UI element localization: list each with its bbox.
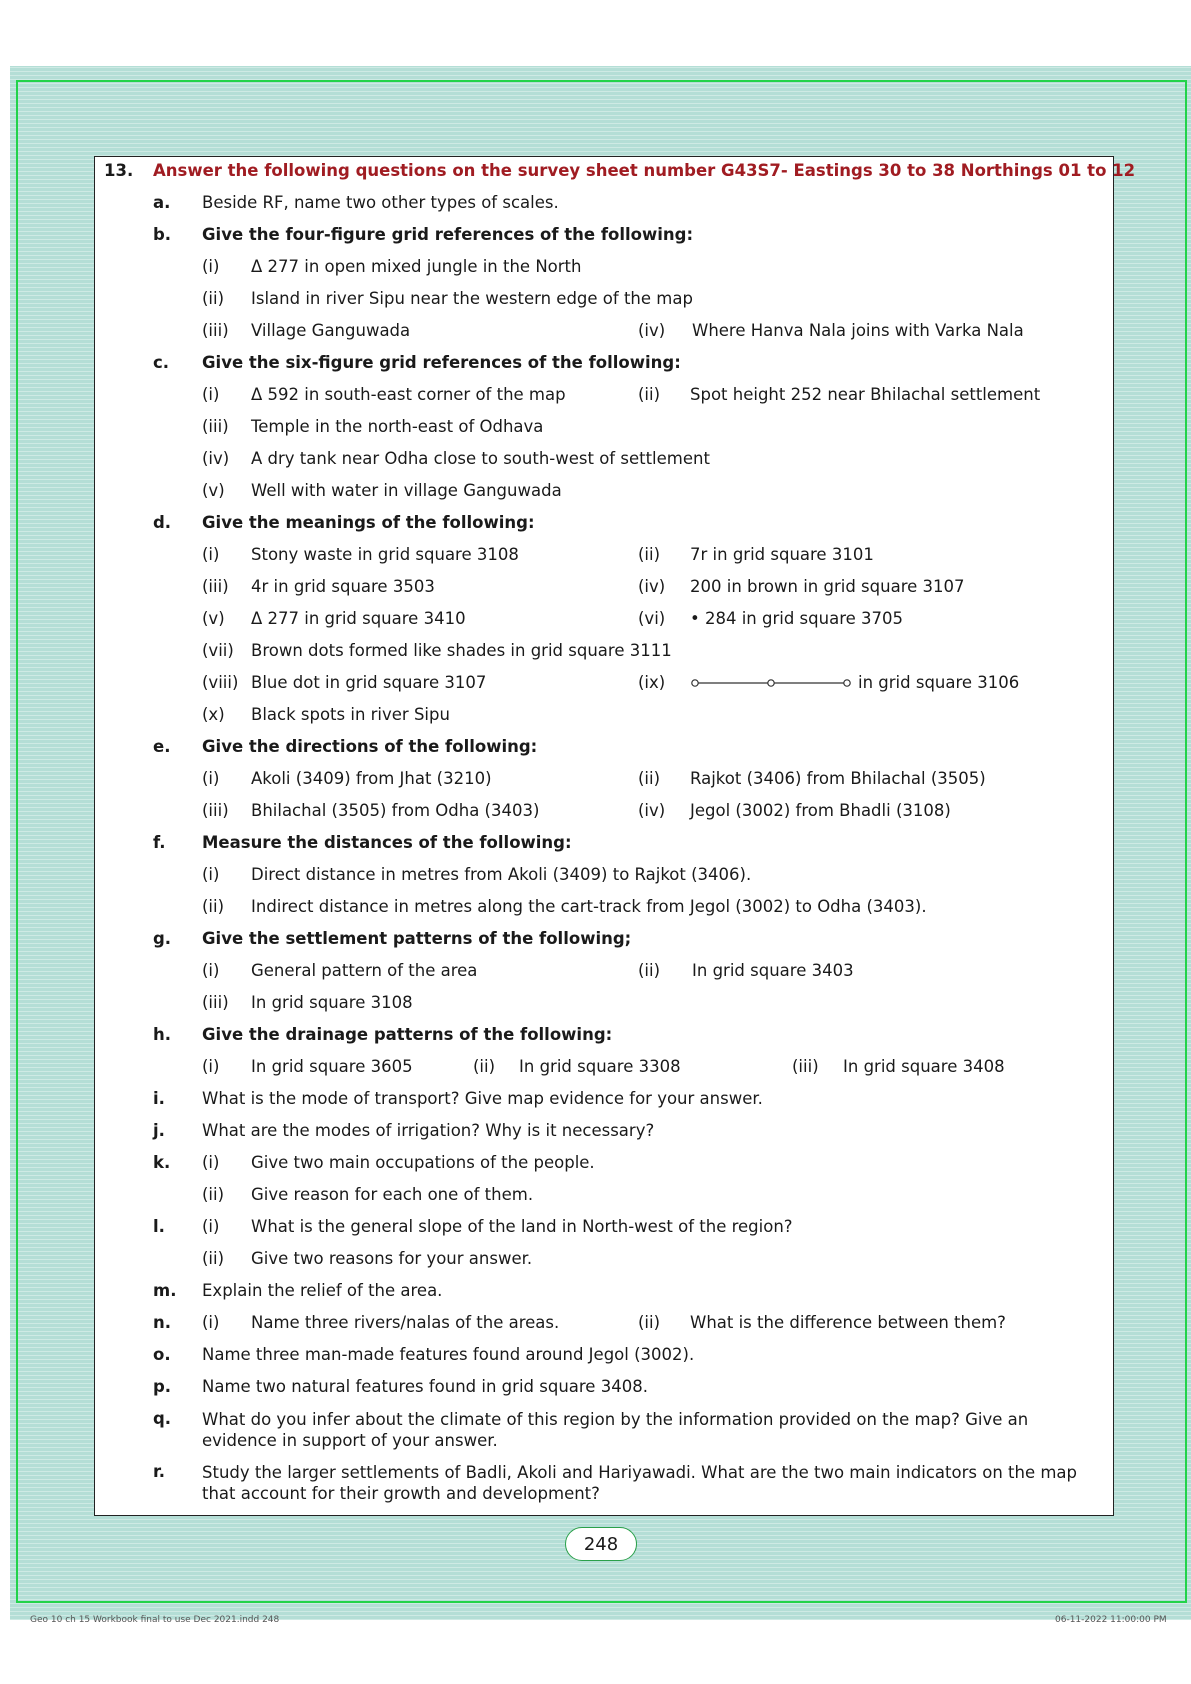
sub-num: (iv) xyxy=(638,321,666,340)
sub-text: in grid square 3106 xyxy=(858,673,1020,692)
sub-text: Stony waste in grid square 3108 xyxy=(251,545,519,564)
item-heading: Measure the distances of the following: xyxy=(202,833,572,852)
item-letter: f. xyxy=(153,833,166,852)
sub-text: Give two main occupations of the people. xyxy=(251,1153,595,1172)
sub-num: (i) xyxy=(202,865,220,884)
sub-text: Rajkot (3406) from Bhilachal (3505) xyxy=(690,769,986,788)
sub-num: (iii) xyxy=(202,577,229,596)
item-letter: b. xyxy=(153,225,172,244)
item-heading: Give the drainage patterns of the following: xyxy=(202,1025,613,1044)
item-letter: c. xyxy=(153,353,170,372)
sub-num: (iii) xyxy=(202,417,229,436)
item-heading: Give the six-figure grid references of the following: xyxy=(202,353,681,372)
sub-text: 200 in brown in grid square 3107 xyxy=(690,577,965,596)
sub-text: Direct distance in metres from Akoli (3409) to Rajkot (3406). xyxy=(251,865,752,884)
sub-text: Island in river Sipu near the western edge of the map xyxy=(251,289,693,308)
item-letter: k. xyxy=(153,1153,171,1172)
sub-text: 4r in grid square 3503 xyxy=(251,577,435,596)
sub-num: (vii) xyxy=(202,641,234,660)
footer-file-name: Geo 10 ch 15 Workbook final to use Dec 2021.indd 248 xyxy=(30,1615,280,1625)
sub-num: (ii) xyxy=(202,289,225,308)
item-letter: g. xyxy=(153,929,172,948)
item-text: Explain the relief of the area. xyxy=(202,1281,443,1300)
item-heading: Give the settlement patterns of the following; xyxy=(202,929,632,948)
sub-num: (ii) xyxy=(202,1185,225,1204)
sub-text: Well with water in village Ganguwada xyxy=(251,481,562,500)
symbol-circle xyxy=(844,680,850,686)
sub-text: What is the general slope of the land in North-west of the region? xyxy=(251,1217,793,1236)
sub-num: (iii) xyxy=(202,993,229,1012)
sub-text: Blue dot in grid square 3107 xyxy=(251,673,487,692)
sub-text: Δ 277 in open mixed jungle in the North xyxy=(251,257,582,276)
item-letter: d. xyxy=(153,513,172,532)
sub-num: (iii) xyxy=(792,1057,819,1076)
item-letter: i. xyxy=(153,1089,165,1108)
sub-num: (ii) xyxy=(202,897,225,916)
footer-timestamp: 06-11-2022 11:00:00 PM xyxy=(1055,1615,1167,1625)
item-heading: Give the directions of the following: xyxy=(202,737,538,756)
question-heading: Answer the following questions on the survey sheet number G43S7- Eastings 30 to 38 Northings 01 to 12 xyxy=(153,161,1136,180)
sub-text: In grid square 3605 xyxy=(251,1057,413,1076)
item-letter: e. xyxy=(153,737,171,756)
item-text: Study the larger settlements of Badli, Akoli and Hariyawadi. What are the two main indicators on the map that account for their growth and development? xyxy=(202,1463,1078,1503)
sub-text: Black spots in river Sipu xyxy=(251,705,450,724)
sub-text: Brown dots formed like shades in grid square 3111 xyxy=(251,641,672,660)
page-number: 248 xyxy=(565,1527,637,1561)
item-heading: Give the meanings of the following: xyxy=(202,513,535,532)
sub-text: • 284 in grid square 3705 xyxy=(690,609,904,628)
sub-num: (iv) xyxy=(202,449,230,468)
sub-text: What is the difference between them? xyxy=(690,1313,1006,1332)
sub-num: (i) xyxy=(202,769,220,788)
item-letter: a. xyxy=(153,193,171,212)
sub-text: Name three rivers/nalas of the areas. xyxy=(251,1313,560,1332)
sub-text: In grid square 3108 xyxy=(251,993,413,1012)
sub-text: Where Hanva Nala joins with Varka Nala xyxy=(692,321,1024,340)
item-text: What is the mode of transport? Give map evidence for your answer. xyxy=(202,1089,763,1108)
sub-text: In grid square 3308 xyxy=(519,1057,681,1076)
symbol-circle xyxy=(768,680,774,686)
sub-text: General pattern of the area xyxy=(251,961,478,980)
sub-num: (ii) xyxy=(638,545,661,564)
sub-text: Akoli (3409) from Jhat (3210) xyxy=(251,769,492,788)
sub-text: A dry tank near Odha close to south-west of settlement xyxy=(251,449,710,468)
item-letter: m. xyxy=(153,1281,177,1300)
sub-text: Δ 592 in south-east corner of the map xyxy=(251,385,566,404)
dotted-line-symbol xyxy=(690,675,854,691)
sub-text: Village Ganguwada xyxy=(251,321,411,340)
sub-num: (v) xyxy=(202,609,225,628)
sub-text: Give two reasons for your answer. xyxy=(251,1249,533,1268)
item-letter: j. xyxy=(153,1121,165,1140)
sub-num: (viii) xyxy=(202,673,239,692)
item-text: What do you infer about the climate of this region by the information provided on the map? Give an evidence in support of your answer. xyxy=(202,1410,1029,1450)
sub-num: (ix) xyxy=(638,673,666,692)
item-letter: q. xyxy=(153,1409,172,1428)
item-letter: p. xyxy=(153,1377,172,1396)
question-number: 13. xyxy=(104,161,134,180)
sub-num: (vi) xyxy=(638,609,666,628)
item-letter: n. xyxy=(153,1313,172,1332)
sub-text: In grid square 3403 xyxy=(692,961,854,980)
sub-text: 7r in grid square 3101 xyxy=(690,545,874,564)
sub-num: (ii) xyxy=(638,769,661,788)
sub-num: (ii) xyxy=(473,1057,496,1076)
sub-num: (iv) xyxy=(638,801,666,820)
item-heading: Give the four-figure grid references of the following: xyxy=(202,225,694,244)
sub-text: Jegol (3002) from Bhadli (3108) xyxy=(690,801,951,820)
sub-text: Indirect distance in metres along the cart-track from Jegol (3002) to Odha (3403). xyxy=(251,897,927,916)
sub-num: (i) xyxy=(202,1153,220,1172)
sub-num: (iv) xyxy=(638,577,666,596)
item-text: Name three man-made features found around Jegol (3002). xyxy=(202,1345,695,1364)
sub-num: (x) xyxy=(202,705,225,724)
sub-num: (i) xyxy=(202,257,220,276)
sub-num: (i) xyxy=(202,1057,220,1076)
sub-num: (ii) xyxy=(638,1313,661,1332)
sub-num: (iii) xyxy=(202,321,229,340)
sub-num: (v) xyxy=(202,481,225,500)
sub-num: (i) xyxy=(202,1313,220,1332)
item-letter: r. xyxy=(153,1462,166,1481)
item-letter: o. xyxy=(153,1345,171,1364)
sub-num: (ii) xyxy=(638,385,661,404)
sub-text: Give reason for each one of them. xyxy=(251,1185,534,1204)
sub-text: Spot height 252 near Bhilachal settlement xyxy=(690,385,1041,404)
item-text: What are the modes of irrigation? Why is it necessary? xyxy=(202,1121,655,1140)
item-letter: l. xyxy=(153,1217,165,1236)
sub-num: (iii) xyxy=(202,801,229,820)
sub-num: (ii) xyxy=(202,1249,225,1268)
item-text: Name two natural features found in grid square 3408. xyxy=(202,1377,648,1396)
sub-text: Δ 277 in grid square 3410 xyxy=(251,609,466,628)
sub-text: Bhilachal (3505) from Odha (3403) xyxy=(251,801,540,820)
symbol-circle xyxy=(692,680,698,686)
sub-num: (i) xyxy=(202,1217,220,1236)
item-letter: h. xyxy=(153,1025,172,1044)
sub-num: (i) xyxy=(202,385,220,404)
sub-num: (i) xyxy=(202,545,220,564)
sub-num: (i) xyxy=(202,961,220,980)
sub-num: (ii) xyxy=(638,961,661,980)
item-text: Beside RF, name two other types of scales. xyxy=(202,193,559,212)
sub-text: In grid square 3408 xyxy=(843,1057,1005,1076)
sub-text: Temple in the north-east of Odhava xyxy=(251,417,544,436)
